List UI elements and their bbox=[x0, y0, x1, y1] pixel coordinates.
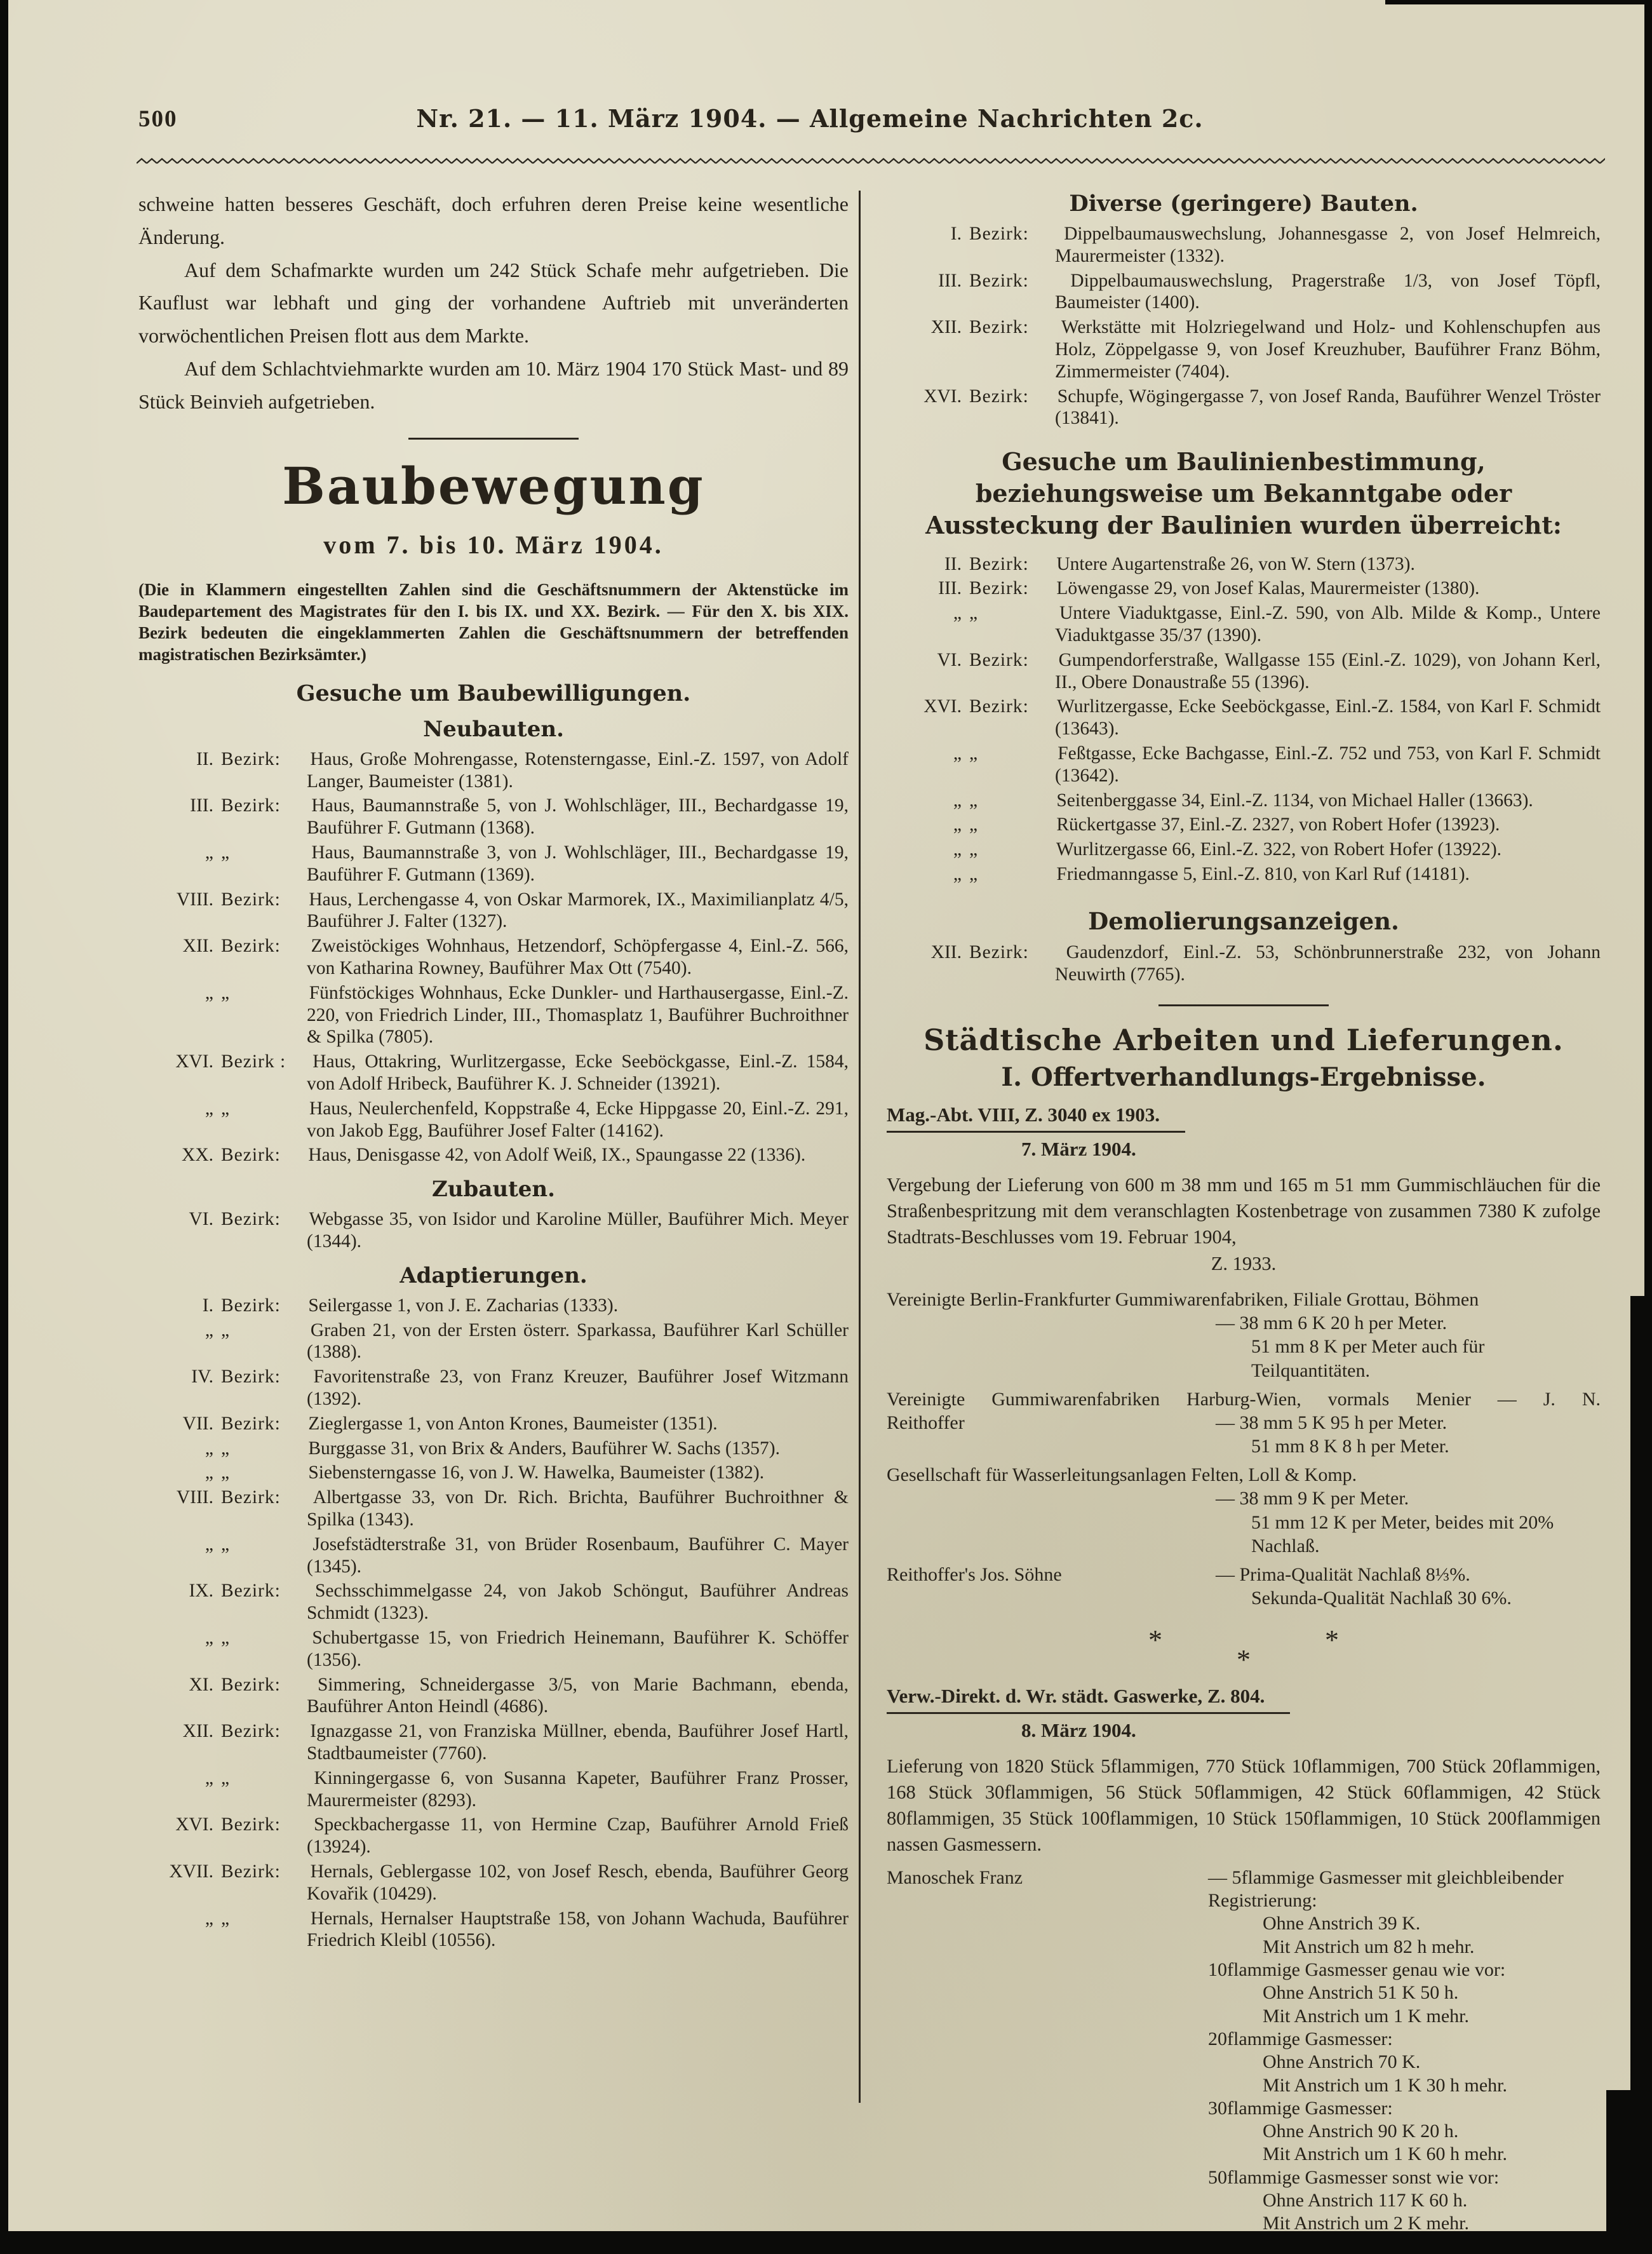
district-numeral: XVI. bbox=[175, 1814, 213, 1835]
district-label: Bezirk: bbox=[221, 1295, 281, 1316]
entry-text: Gumpendorferstraße, Wallgasse 155 (Einl.-Z. 1029), von Johann Kerl, II., Obere Donaustraße 55 (1396). bbox=[1055, 649, 1601, 692]
entry-text: Speckbachergasse 11, von Hermine Czap, Bauführer Arnold Frieß (13924). bbox=[307, 1814, 849, 1858]
building-entry bbox=[887, 941, 1601, 986]
masthead-line: Nr. 21. — 11. März 1904. — Allgemeine Nachrichten 2c. bbox=[416, 104, 1204, 133]
entry-text: Haus, Baumannstraße 3, von J. Wohlschläger, III., Bechardgasse 19, Bauführer F. Gutmann (1369). bbox=[307, 842, 849, 885]
district-label: Bezirk: bbox=[221, 936, 281, 957]
district-label: „ bbox=[969, 814, 979, 835]
offer-price: — 38 mm 9 K per Meter. bbox=[1216, 1488, 1409, 1509]
district-numeral: „ bbox=[953, 839, 962, 860]
baulinien-heading: Gesuche um Baulinienbestimmung, beziehungsweise um Bekanntgabe oder Aussteckung der Baulinien wurden überreicht: bbox=[925, 447, 1562, 540]
district-numeral: XVI. bbox=[923, 696, 962, 717]
building-entry bbox=[887, 577, 1601, 600]
entry-text: Wurlitzergasse 66, Einl.-Z. 322, von Robert Hofer (13922). bbox=[1056, 839, 1502, 860]
district-numeral: I. bbox=[950, 224, 962, 244]
entry-text: Untere Viaduktgasse, Einl.-Z. 590, von Alb. Milde & Komp., Untere Viaduktgasse 35/37 (1390). bbox=[1055, 603, 1601, 646]
district-label: Bezirk: bbox=[221, 1581, 281, 1602]
building-entry bbox=[887, 386, 1601, 430]
district-label: Bezirk: bbox=[969, 317, 1029, 338]
entry-text: Dippelbaumauswechslung, Johannesgasse 2, von Josef Helmreich, Maurermeister (1332). bbox=[1055, 224, 1601, 266]
district-numeral: „ bbox=[205, 1627, 213, 1648]
offer-line: Mit Anstrich um 2 K mehr. bbox=[1263, 2213, 1469, 2234]
district-numeral: „ bbox=[205, 1462, 213, 1483]
entry-text: Gaudenzdorf, Einl.-Z. 53, Schönbrunnerstraße 232, von Johann Neuwirth (7765). bbox=[1055, 941, 1601, 985]
market-paragraph: Auf dem Schlachtviehmarkte wurden am 10. März 1904 170 Stück Mast- und 89 Stück Beinvieh aufgetrieben. bbox=[138, 357, 849, 413]
district-numeral: VI. bbox=[937, 649, 962, 670]
diverse-bauten-heading: Diverse (geringere) Bauten. bbox=[1069, 191, 1418, 217]
district-numeral: VIII. bbox=[176, 889, 213, 910]
district-numeral: III. bbox=[190, 795, 213, 816]
building-entry bbox=[887, 743, 1601, 787]
district-label: Bezirk: bbox=[969, 649, 1029, 670]
bidder-name: Gesellschaft für Wasserleitungsanlagen Felten, Loll & Komp. bbox=[887, 1464, 1357, 1486]
district-label: Bezirk: bbox=[969, 696, 1029, 717]
offer-price: 51 mm 8 K per Meter auch für Teilquantitäten. bbox=[1251, 1336, 1485, 1381]
entry-text: Graben 21, von der Ersten österr. Sparkassa, Bauführer Karl Schüller (1388). bbox=[307, 1319, 849, 1363]
offer-line: 10flammige Gasmesser genau wie vor: bbox=[1208, 1959, 1506, 1981]
entry-text: Simmering, Schneidergasse 3/5, von Marie Bachmann, ebenda, Bauführer Anton Heindl (4686). bbox=[307, 1674, 849, 1717]
bidder-name: Manoschek Franz bbox=[887, 1866, 1023, 1888]
district-label: Bezirk: bbox=[221, 1487, 281, 1508]
demolierungen-list bbox=[887, 941, 1601, 986]
baubewegung-subtitle: vom 7. bis 10. März 1904. bbox=[323, 530, 664, 559]
offertverhandlung-heading: I. Offertverhandlungs-Ergebnisse. bbox=[1001, 1062, 1486, 1093]
offer-line: Mit Anstrich um 1 K 30 h mehr. bbox=[1263, 2074, 1507, 2096]
entry-text: Hernals, Geblergasse 102, von Josef Resch, ebenda, Bauführer Georg Kovařik (10429). bbox=[307, 1861, 849, 1904]
offer-row bbox=[887, 1563, 1601, 1586]
district-numeral: VI. bbox=[189, 1209, 213, 1230]
building-entry bbox=[138, 1908, 849, 1952]
bidder-name: Reithoffer's Jos. Söhne bbox=[887, 1564, 1062, 1586]
district-label: Bezirk: bbox=[221, 795, 281, 816]
district-label: Bezirk: bbox=[221, 1861, 281, 1882]
entry-text: Josefstädterstraße 31, von Brüder Rosenbaum, Bauführer C. Mayer (1345). bbox=[307, 1534, 849, 1577]
page-number: 500 bbox=[138, 106, 178, 132]
section-divider bbox=[408, 438, 579, 440]
district-numeral: III. bbox=[938, 578, 962, 599]
offer-line: 30flammige Gasmesser: bbox=[1208, 2097, 1393, 2119]
entry-text: Schupfe, Wögingergasse 7, von Josef Randa, Bauführer Wenzel Tröster (13841). bbox=[1055, 386, 1601, 429]
building-entry bbox=[138, 1767, 849, 1812]
adaptierungen-list bbox=[138, 1295, 849, 1952]
offer-line: Ohne Anstrich 39 K. bbox=[1263, 1913, 1421, 1934]
building-entry bbox=[887, 649, 1601, 694]
entry-text: Ignazgasse 21, von Franziska Müllner, ebenda, Bauführer Josef Hartl, Stadtbaumeister (7760). bbox=[307, 1721, 849, 1764]
department-reference: Verw.-Direkt. d. Wr. städt. Gaswerke, Z. 804. bbox=[887, 1685, 1290, 1714]
building-entry bbox=[138, 1487, 849, 1531]
building-entry bbox=[887, 223, 1601, 267]
entry-text: Löwengasse 29, von Josef Kalas, Maurermeister (1380). bbox=[1056, 578, 1480, 599]
district-label: Bezirk: bbox=[221, 748, 281, 769]
entry-text: Hernals, Hernalser Hauptstraße 158, von Johann Wachuda, Bauführer Friedrich Kleibl (10556). bbox=[307, 1908, 849, 1951]
entry-text: Haus, Baumannstraße 5, von J. Wohlschläger, III., Bechardgasse 19, Bauführer F. Gutmann (1368). bbox=[307, 795, 849, 839]
district-numeral: XII. bbox=[930, 941, 962, 962]
offer-line: Ohne Anstrich 117 K 60 h. bbox=[1263, 2190, 1468, 2211]
building-entry bbox=[887, 553, 1601, 576]
building-entry bbox=[887, 270, 1601, 314]
gasmesser-offer bbox=[887, 1866, 1601, 2236]
section-divider bbox=[1158, 1004, 1329, 1006]
district-numeral: „ bbox=[205, 1098, 213, 1119]
district-label: „ bbox=[221, 1098, 231, 1119]
district-numeral: II. bbox=[196, 748, 213, 769]
building-entry bbox=[138, 982, 849, 1048]
entry-text: Schubertgasse 15, von Friedrich Heinemann, Bauführer K. Schöffer (1356). bbox=[307, 1627, 849, 1670]
session-date: 7. März 1904. bbox=[1021, 1138, 1136, 1161]
district-label: „ bbox=[221, 842, 231, 863]
offer-line: Ohne Anstrich 51 K 50 h. bbox=[1263, 1982, 1459, 2004]
session-date: 8. März 1904. bbox=[1021, 1719, 1136, 1742]
district-label: „ bbox=[221, 1767, 231, 1788]
market-paragraph: Auf dem Schafmarkte wurden um 242 Stück Schafe mehr aufgetrieben. Die Kauflust war lebhaft und ging der vorhandene Auftrieb mit unveränderten vorwöchentlichen Preisen flott aus dem Markte. bbox=[138, 258, 849, 348]
district-numeral: XVI. bbox=[923, 386, 962, 407]
district-numeral: XVII. bbox=[169, 1861, 213, 1882]
offer-price: 51 mm 12 K per Meter, beides mit 20% Nachlaß. bbox=[1251, 1511, 1554, 1556]
left-column bbox=[138, 188, 849, 1954]
entry-text: Haus, Große Mohrengasse, Rotensterngasse, Einl.-Z. 1597, von Adolf Langer, Baumeister (1381). bbox=[307, 748, 849, 792]
district-label: „ bbox=[221, 1319, 231, 1340]
district-numeral: II. bbox=[944, 553, 962, 574]
district-label: „ bbox=[969, 864, 979, 884]
zubauten-list bbox=[138, 1208, 849, 1253]
entry-text: Rückertgasse 37, Einl.-Z. 2327, von Robert Hofer (13923). bbox=[1056, 814, 1500, 835]
geschaeftszahl: Z. 1933. bbox=[1211, 1252, 1277, 1274]
offer-price: — 38 mm 5 K 95 h per Meter. bbox=[1216, 1412, 1447, 1433]
gesuche-baubewilligungen-heading: Gesuche um Baubewilligungen. bbox=[296, 680, 691, 706]
right-column bbox=[887, 191, 1601, 2236]
district-numeral: „ bbox=[953, 743, 962, 764]
building-entry bbox=[138, 748, 849, 793]
building-entry bbox=[887, 863, 1601, 886]
scan-edge-left bbox=[0, 0, 8, 2254]
bidder-name: Vereinigte Gummiwarenfabriken Harburg-Wien, vormals Menier — J. N. bbox=[887, 1388, 1601, 1410]
offer-result bbox=[887, 1463, 1601, 1558]
offer-line: Mit Anstrich um 82 h mehr. bbox=[1263, 1936, 1475, 1957]
entry-text: Seitenberggasse 34, Einl.-Z. 1134, von Michael Haller (13663). bbox=[1056, 790, 1533, 811]
district-label: Bezirk: bbox=[221, 1209, 281, 1230]
bidder-name: Vereinigte Berlin-Frankfurter Gummiwarenfabriken, Filiale Grottau, Böhmen bbox=[887, 1288, 1479, 1310]
district-numeral: „ bbox=[205, 1767, 213, 1788]
building-entry bbox=[138, 1861, 849, 1905]
offer-line: Ohne Anstrich 70 K. bbox=[1263, 2051, 1421, 2073]
staedtische-arbeiten-title: Städtische Arbeiten und Lieferungen. bbox=[923, 1023, 1564, 1058]
district-label: Bezirk: bbox=[221, 1413, 281, 1434]
scan-edge-top bbox=[1385, 0, 1652, 4]
entry-text: Haus, Denisgasse 42, von Adolf Weiß, IX., Spaungasse 22 (1336). bbox=[308, 1145, 806, 1166]
building-entry bbox=[138, 889, 849, 933]
district-numeral: VIII. bbox=[176, 1487, 213, 1508]
district-label: „ bbox=[221, 1627, 231, 1648]
entry-text: Haus, Neulerchenfeld, Koppstraße 4, Ecke Hippgasse 20, Einl.-Z. 291, von Jakob Egg, Bauführer Josef Falter (14162). bbox=[307, 1098, 849, 1141]
offer-price: 51 mm 8 K 8 h per Meter. bbox=[1251, 1436, 1449, 1457]
district-numeral: „ bbox=[205, 1319, 213, 1340]
entry-text: Webgasse 35, von Isidor und Karoline Müller, Bauführer Mich. Meyer (1344). bbox=[307, 1209, 849, 1252]
entry-text: Haus, Ottakring, Wurlitzergasse, Ecke Seeböckgasse, Einl.-Z. 1584, von Adolf Hribeck, Bauführer K. J. Schneider (13921). bbox=[307, 1051, 849, 1095]
asterisk: * bbox=[1325, 1624, 1339, 1656]
offer-line: 50flammige Gasmesser sonst wie vor: bbox=[1208, 2166, 1500, 2188]
neubauten-list bbox=[138, 748, 849, 1166]
entry-text: Werkstätte mit Holzriegelwand und Holz- und Kohlenschupfen aus Holz, Zöppelgasse 9, von Josef Kreuzhuber, Bauführer Franz Böhm, Zimmermeister (7404). bbox=[1055, 317, 1601, 382]
offer-line: Ohne Anstrich 90 K 20 h. bbox=[1263, 2121, 1459, 2142]
building-entry bbox=[138, 1534, 849, 1578]
offer-line-text: 5flammige Gasmesser mit gleichbleibender Registrierung: bbox=[1208, 1866, 1564, 1912]
offer-price: — Prima-Qualität Nachlaß 8⅓%. bbox=[1216, 1564, 1470, 1586]
building-entry bbox=[138, 1814, 849, 1858]
entry-text: Wurlitzergasse, Ecke Seeböckgasse, Einl.-Z. 1584, von Karl F. Schmidt (13643). bbox=[1055, 696, 1601, 739]
neubauten-heading: Neubauten. bbox=[423, 716, 564, 742]
baulinien-list bbox=[887, 553, 1601, 886]
building-entry bbox=[887, 814, 1601, 836]
district-label: „ bbox=[221, 982, 231, 1003]
district-label: Bezirk: bbox=[969, 386, 1029, 407]
building-entry bbox=[138, 1295, 849, 1317]
dash: — bbox=[1208, 1866, 1227, 1888]
district-numeral: IV. bbox=[191, 1367, 213, 1387]
district-numeral: „ bbox=[953, 864, 962, 884]
offer-line: Mit Anstrich um 1 K 60 h mehr. bbox=[1263, 2143, 1507, 2165]
district-label: „ bbox=[969, 839, 979, 860]
vergebung-paragraph: Vergebung der Lieferung von 600 m 38 mm und 165 m 51 mm Gummischläuchen für die Straßenbespritzung mit dem veranschlagten Kostenbetrage von zusammen 7380 K zufolge Stadtrats-Beschlusses vom 19. Februar 1904, bbox=[887, 1174, 1601, 1248]
district-label: „ bbox=[221, 1462, 231, 1483]
building-entry bbox=[138, 1580, 849, 1624]
district-numeral: XII. bbox=[182, 1721, 213, 1742]
district-numeral: „ bbox=[953, 790, 962, 811]
district-numeral: XII. bbox=[930, 317, 962, 338]
building-entry bbox=[138, 935, 849, 980]
building-entry bbox=[887, 696, 1601, 740]
asterisk-divider bbox=[887, 1624, 1601, 1676]
district-numeral: XII. bbox=[182, 936, 213, 957]
building-entry bbox=[138, 795, 849, 839]
baubewegung-note: (Die in Klammern eingestellten Zahlen sind die Geschäftsnummern der Aktenstücke im Baudepartement des Magistrates für den I. bis IX. und XX. Bezirk. — Für den X. bis XIX. Bezirk bedeuten die eingeklammerten Zahlen die Geschäftsnummern der betreffenden magistratischen Bezirksämter.) bbox=[138, 579, 849, 664]
district-label: Bezirk: bbox=[221, 1814, 281, 1835]
district-numeral: „ bbox=[205, 1534, 213, 1555]
district-label: Bezirk: bbox=[969, 578, 1029, 599]
district-numeral: „ bbox=[205, 1438, 213, 1459]
offer-price: — 38 mm 6 K 20 h per Meter. bbox=[1216, 1313, 1447, 1334]
entry-text: Friedmanngasse 5, Einl.-Z. 810, von Karl Ruf (14181). bbox=[1056, 864, 1470, 884]
asterisk: * bbox=[1237, 1644, 1251, 1676]
entry-text: Zweistöckiges Wohnhaus, Hetzendorf, Schöpfergasse 4, Einl.-Z. 566, von Katharina Rowney, Bauführer Max Ott (7540). bbox=[307, 936, 849, 979]
district-label: Bezirk: bbox=[969, 224, 1029, 244]
district-label: „ bbox=[969, 790, 979, 811]
market-paragraph: schweine hatten besseres Geschäft, doch erfuhren deren Preise keine wesentliche Änderung. bbox=[138, 192, 849, 248]
building-entry bbox=[887, 839, 1601, 861]
entry-text: Zieglergasse 1, von Anton Krones, Baumeister (1351). bbox=[308, 1413, 718, 1434]
entry-text: Seilergasse 1, von J. E. Zacharias (1333). bbox=[308, 1295, 619, 1316]
building-entry bbox=[138, 1098, 849, 1142]
offer-line: Mit Anstrich um 1 K mehr. bbox=[1263, 2005, 1469, 2027]
baubewegung-title: Baubewegung bbox=[282, 456, 705, 516]
building-entry bbox=[138, 1366, 849, 1410]
building-entry bbox=[138, 1627, 849, 1671]
district-numeral: IX. bbox=[189, 1581, 213, 1602]
building-entry bbox=[887, 602, 1601, 647]
district-label: Bezirk: bbox=[221, 889, 281, 910]
entry-text: Feßtgasse, Ecke Bachgasse, Einl.-Z. 752 und 753, von Karl F. Schmidt (13642). bbox=[1055, 743, 1601, 786]
district-label: Bezirk: bbox=[221, 1674, 281, 1695]
entry-text: Haus, Lerchengasse 4, von Oskar Marmorek, IX., Maximilianplatz 4/5, Bauführer J. Falter (1327). bbox=[307, 889, 849, 932]
wavy-rule bbox=[137, 156, 1605, 166]
column-rule bbox=[859, 191, 861, 2103]
district-numeral: „ bbox=[953, 814, 962, 835]
entry-text: Albertgasse 33, von Dr. Rich. Brichta, Bauführer Buchroithner & Spilka (1343). bbox=[307, 1487, 849, 1530]
entry-text: Untere Augartenstraße 26, von W. Stern (1373). bbox=[1056, 553, 1415, 574]
district-numeral: „ bbox=[205, 842, 213, 863]
district-label: „ bbox=[221, 1438, 231, 1459]
bidder-name: Reithoffer bbox=[887, 1412, 965, 1433]
asterisk: * bbox=[1148, 1624, 1162, 1656]
district-label: Bezirk: bbox=[221, 1367, 281, 1387]
entry-text: Fünfstöckiges Wohnhaus, Ecke Dunkler- und Harthausergasse, Einl.-Z. 220, von Friedrich Linder, III., Thomasplatz 1, Bauführer Buchroithner & Spilka (7805). bbox=[307, 982, 849, 1048]
district-label: Bezirk: bbox=[221, 1721, 281, 1742]
district-label: „ bbox=[969, 603, 979, 624]
district-label: „ bbox=[221, 1534, 231, 1555]
district-label: Bezirk: bbox=[221, 1145, 281, 1166]
district-numeral: „ bbox=[205, 982, 213, 1003]
entry-text: Sechsschimmelgasse 24, von Jakob Schöngut, Bauführer Andreas Schmidt (1323). bbox=[307, 1581, 849, 1624]
lieferung-paragraph: Lieferung von 1820 Stück 5flammigen, 770 Stück 10flammigen, 700 Stück 20flammigen, 168 Stück 30flammigen, 56 Stück 50flammigen, 42 Stück 60flammigen, 42 Stück 80flammigen, 35 Stück 100flammigen, 10 Stück 150flammigen, 10 Stück 200flammigen nassen Gasmessern. bbox=[887, 1755, 1601, 1855]
building-entry bbox=[887, 790, 1601, 812]
district-numeral: VII. bbox=[182, 1413, 213, 1434]
entry-text: Siebensterngasse 16, von J. W. Hawelka, Baumeister (1382). bbox=[308, 1462, 765, 1483]
district-label: Bezirk: bbox=[969, 941, 1029, 962]
district-numeral: XX. bbox=[182, 1145, 213, 1166]
building-entry bbox=[138, 1438, 849, 1460]
offer-result bbox=[887, 1563, 1601, 1610]
building-entry bbox=[138, 1319, 849, 1364]
district-numeral: „ bbox=[205, 1908, 213, 1929]
entry-text: Favoritenstraße 23, von Franz Kreuzer, Bauführer Josef Witzmann (1392). bbox=[307, 1367, 849, 1409]
adaptierungen-heading: Adaptierungen. bbox=[400, 1262, 588, 1288]
building-entry bbox=[138, 1144, 849, 1166]
building-entry bbox=[138, 1462, 849, 1484]
building-entry bbox=[138, 1051, 849, 1095]
zubauten-heading: Zubauten. bbox=[432, 1177, 555, 1203]
building-entry bbox=[138, 1720, 849, 1765]
offer-line bbox=[1208, 1866, 1601, 1913]
offer-price: Sekunda-Qualität Nachlaß 30 6%. bbox=[1251, 1588, 1512, 1609]
building-entry bbox=[138, 1674, 849, 1718]
district-label: Bezirk: bbox=[969, 270, 1029, 291]
district-numeral: XI. bbox=[189, 1674, 213, 1695]
district-label: „ bbox=[221, 1908, 231, 1929]
offer-line: 20flammige Gasmesser: bbox=[1208, 2028, 1393, 2049]
scan-edge-right-corner bbox=[1606, 2090, 1652, 2254]
diverse-bauten-list bbox=[887, 223, 1601, 429]
district-numeral: „ bbox=[953, 603, 962, 624]
entry-text: Burggasse 31, von Brix & Anders, Bauführer W. Sachs (1357). bbox=[308, 1438, 780, 1459]
offer-row bbox=[887, 1411, 1601, 1434]
district-numeral: III. bbox=[938, 270, 962, 291]
entry-text: Kinningergasse 6, von Susanna Kapeter, Bauführer Franz Prosser, Maurermeister (8293). bbox=[307, 1767, 849, 1811]
building-entry bbox=[138, 842, 849, 886]
district-label: Bezirk: bbox=[969, 553, 1029, 574]
department-reference: Mag.-Abt. VIII, Z. 3040 ex 1903. bbox=[887, 1103, 1185, 1133]
district-numeral: XVI. bbox=[175, 1051, 213, 1072]
building-entry bbox=[138, 1208, 849, 1253]
district-numeral: I. bbox=[202, 1295, 213, 1316]
offer-result bbox=[887, 1288, 1601, 1382]
building-entry bbox=[138, 1413, 849, 1435]
district-label: „ bbox=[969, 743, 979, 764]
demolierungen-heading: Demolierungsanzeigen. bbox=[1088, 907, 1399, 935]
entry-text: Dippelbaumauswechslung, Pragerstraße 1/3, von Josef Töpfl, Baumeister (1400). bbox=[1055, 270, 1601, 313]
building-entry bbox=[887, 316, 1601, 382]
district-label: Bezirk : bbox=[221, 1051, 286, 1072]
offer-result bbox=[887, 1387, 1601, 1459]
